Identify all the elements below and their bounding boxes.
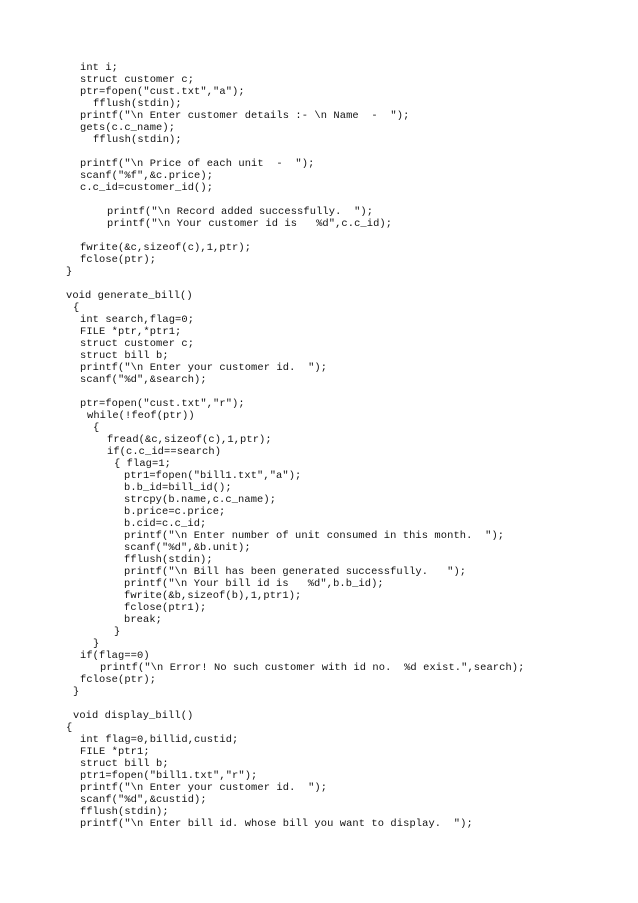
code-line: strcpy(b.name,c.c_name); xyxy=(124,494,277,506)
code-line: printf("\n Your customer id is %d",c.c_id); xyxy=(107,218,393,230)
code-line: } xyxy=(73,686,80,698)
code-line: fclose(ptr); xyxy=(80,254,157,266)
code-line: fread(&c,sizeof(c),1,ptr); xyxy=(107,434,272,446)
code-line: b.cid=c.c_id; xyxy=(124,518,207,530)
code-line: { xyxy=(73,302,80,314)
code-line: printf("\n Price of each unit - "); xyxy=(80,158,315,170)
code-line: { xyxy=(93,422,100,434)
code-line: void display_bill() xyxy=(73,710,194,722)
code-line: printf("\n Enter bill id. whose bill you want to display. "); xyxy=(80,818,473,830)
code-line: scanf("%d",&search); xyxy=(80,374,207,386)
code-line: break; xyxy=(124,614,163,626)
code-line: printf("\n Enter your customer id. "); xyxy=(80,362,328,374)
code-line: ptr1=fopen("bill1.txt","a"); xyxy=(124,470,302,482)
code-line: b.price=c.price; xyxy=(124,506,226,518)
code-line: scanf("%d",&custid); xyxy=(80,794,207,806)
code-line: printf("\n Bill has been generated successfully. "); xyxy=(124,566,467,578)
code-line: fflush(stdin); xyxy=(93,134,182,146)
code-line: gets(c.c_name); xyxy=(80,122,176,134)
code-line: printf("\n Record added successfully. "); xyxy=(107,206,374,218)
code-line: } xyxy=(93,638,100,650)
code-line: int search,flag=0; xyxy=(80,314,195,326)
code-line: { flag=1; xyxy=(114,458,172,470)
code-line: FILE *ptr,*ptr1; xyxy=(80,326,182,338)
code-line: while(!feof(ptr)) xyxy=(87,410,195,422)
code-line: void generate_bill() xyxy=(66,290,193,302)
code-line: fclose(ptr1); xyxy=(124,602,207,614)
code-line: struct bill b; xyxy=(80,350,169,362)
code-line: fflush(stdin); xyxy=(93,98,182,110)
code-line: int flag=0,billid,custid; xyxy=(80,734,239,746)
code-line: ptr1=fopen("bill1.txt","r"); xyxy=(80,770,258,782)
code-line: printf("\n Your bill id is %d",b.b_id); xyxy=(124,578,384,590)
code-line: c.c_id=customer_id(); xyxy=(80,182,214,194)
code-line: struct customer c; xyxy=(80,74,195,86)
code-line: printf("\n Enter customer details :- \n Name - "); xyxy=(80,110,410,122)
code-line: fclose(ptr); xyxy=(80,674,157,686)
code-line: } xyxy=(114,626,121,638)
code-line: int i; xyxy=(80,62,119,74)
code-line: printf("\n Error! No such customer with id no. %d exist.",search); xyxy=(100,662,525,674)
code-line: fwrite(&b,sizeof(b),1,ptr1); xyxy=(124,590,302,602)
code-line: ptr=fopen("cust.txt","a"); xyxy=(80,86,245,98)
code-line: scanf("%f",&c.price); xyxy=(80,170,214,182)
code-line: { xyxy=(66,722,73,734)
code-line: FILE *ptr1; xyxy=(80,746,150,758)
code-line: struct customer c; xyxy=(80,338,195,350)
code-line: b.b_id=bill_id(); xyxy=(124,482,232,494)
code-line: ptr=fopen("cust.txt","r"); xyxy=(80,398,245,410)
code-line: if(c.c_id==search) xyxy=(107,446,222,458)
code-line: printf("\n Enter number of unit consumed in this month. "); xyxy=(124,530,505,542)
code-line: struct bill b; xyxy=(80,758,169,770)
code-line: fwrite(&c,sizeof(c),1,ptr); xyxy=(80,242,252,254)
code-line: printf("\n Enter your customer id. "); xyxy=(80,782,328,794)
code-line: if(flag==0) xyxy=(80,650,150,662)
code-line: fflush(stdin); xyxy=(124,554,213,566)
code-line: } xyxy=(66,266,73,278)
code-line: scanf("%d",&b.unit); xyxy=(124,542,251,554)
code-line: fflush(stdin); xyxy=(80,806,169,818)
